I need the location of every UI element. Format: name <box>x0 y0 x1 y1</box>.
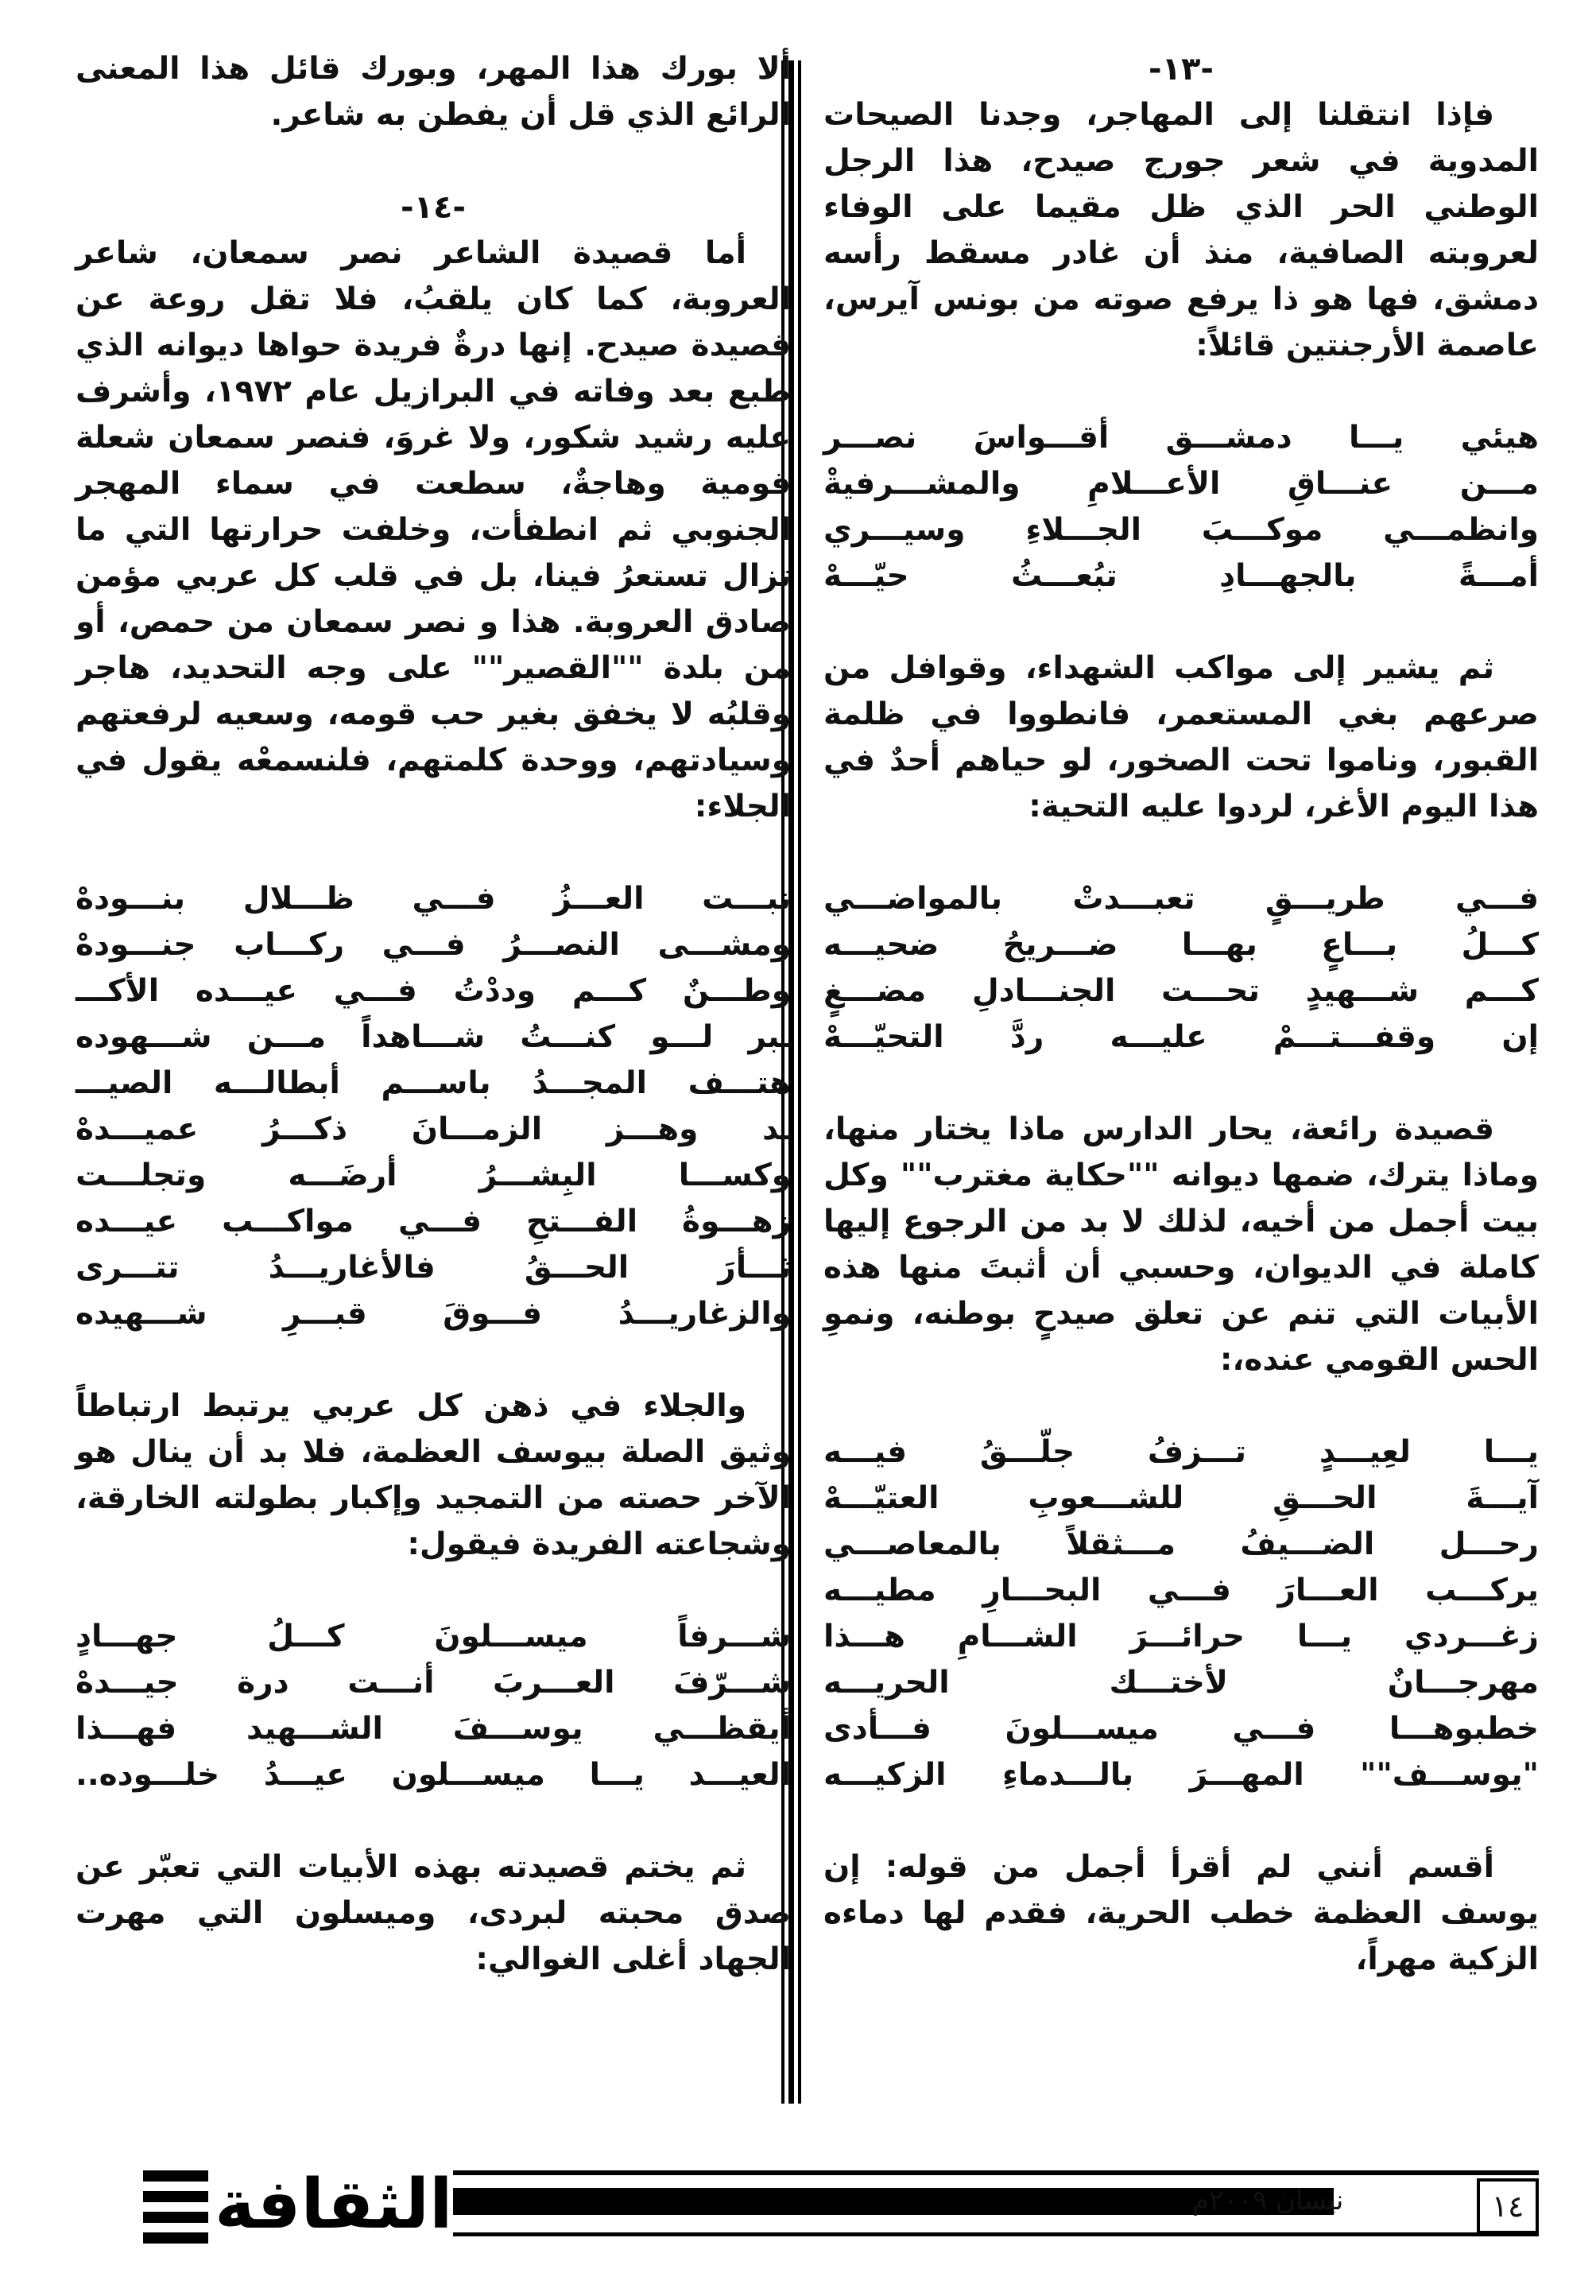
paragraph: فإذا انتقلنا إلى المهاجر، وجدنا الصيحات المدوية في شعر جورج صيدح، هذا الرجل الوطني الحر الذي ظل مقيما على الوفاء لعروبته الصافية، منذ أن غادر مسقط رأسه دمشق، فها هو ذا يرفع صوته من بونس آيرس، عاصمة الأرجنتين قائلاً: <box>823 97 1539 363</box>
verse-line: آيـــةَ الحـــقِ للشـــعوبِ العتيّـــهْ <box>823 1480 1539 1516</box>
verse-line: هيئي يـــا دمشـــق أقـــواسَ نصـــر <box>823 420 1539 456</box>
paragraph: أما قصيدة الشاعر نصر سمعان، شاعر العروبة، كما كان يلقبُ، فلا تقل روعة عن قصيدة صيدح. إنها درةٌ فريدة حواها ديوانه الذي طبع بعد وفاته في البرازيل عام ١٩٧٢، وأشرف عليه رشيد شكور، ولا غروَ، فنصر سمعان شعلة قومية وهاجةٌ، سطعت في سماء المهجر الجنوبي ثم انطفأت، وخلفت حرارتها التي ما تزال تستعرُ فينا، بل في قلب كل عربي مؤمن صادق العروبة. هذا و نصر سمعان من حمص، أو من بلدة ""القصير"" على وجه التحديد، هاجر وقلبُه لا يخفق بغير حب قومه، وسعيه لرفعتهم وسيادتهم، ووحدة كلمتهم، فلنسمعْه يقول في الجلاء: <box>76 235 792 824</box>
verse-line: مهرجـــانٌ لأختـــك الحريـــه <box>823 1665 1539 1701</box>
verse-block <box>76 876 791 1337</box>
verse-line: زهـــوةُ الفـــتحِ فـــي مواكـــب عيـــده <box>76 1204 791 1239</box>
verse-line: مـــن عنـــاقِ الأعـــلامِ والمشـــرفيةْ <box>823 466 1539 502</box>
verse-line: هتـــف المجـــدُ باســـم أبطالـــه الصيـــ <box>76 1065 791 1101</box>
verse-line: وكســـا البِشـــرُ أرضَـــه وتجلـــت <box>76 1158 791 1193</box>
verse-line: والزغاريـــدُ فـــوقَ قبـــرِ شـــهيده <box>76 1296 791 1332</box>
section-marker-14: -١٤- <box>400 189 467 226</box>
verse-line: نبـــت العـــزُ فـــي ظـــلال بنـــودهْ <box>76 881 791 917</box>
verse-line: العيـــد يـــا ميســـلون عيـــدُ خلـــوده.. <box>76 1757 791 1793</box>
verse-line: شـــرّفَ العـــربَ أنـــت درة جيـــدهْ <box>76 1665 791 1701</box>
verse-block <box>823 876 1539 1061</box>
verse-line: زغـــردي يـــا حرائـــرَ الشـــامِ هـــذا <box>823 1619 1539 1654</box>
paragraph: ألا بورك هذا المهر، وبورك قائل هذا المعنى الرائع الذي قل أن يفطن به شاعر. <box>76 51 791 133</box>
paragraph: أقسم أنني لم أقرأ أجمل من قوله: إن يوسف العظمة خطب الحرية، فقدم لها دماءه الزكية مهراً، <box>823 1849 1539 1977</box>
verse-line: كـــم شـــهيدٍ تحـــت الجنـــادلِ مضـــغٍ <box>823 973 1539 1009</box>
verse-line: شـــرفاً ميســـلونَ كـــلُ جهـــادٍ <box>76 1619 791 1654</box>
verse-line: إن وقفـــتـــمْ عليـــه ردَّ التحيّـــهْ <box>823 1019 1539 1055</box>
verse-line: يـــا لعِيـــدٍ تـــزفُ جلّـــقُ فيـــه <box>823 1434 1539 1470</box>
logo-stripes <box>143 2170 208 2253</box>
verse-line: فـــي طريـــقٍ تعبـــدتْ بالمواضـــي <box>823 881 1539 917</box>
paragraph: ثم يختم قصيدته بهذه الأبيات التي تعبّر عن صدق محبته لبردى، وميسلون التي مهرت الجهاد أغلى الغوالي: <box>76 1849 791 1977</box>
verse-line: ـبر لـــو كنـــتُ شـــاهداً مـــن شـــهوده <box>76 1019 791 1055</box>
verse-line: ومشـــى النصـــرُ فـــي ركـــاب جنـــودهْ <box>76 927 791 963</box>
left-column <box>76 46 791 1983</box>
verse-line: وطـــنٌ كـــم وددْتُ فـــي عيـــده الأكـــ <box>76 973 791 1009</box>
paragraph: ثم يشير إلى مواكب الشهداء، وقوافل من صرعهم بغي المستعمر، فانطووا في ظلمة القبور، وناموا تحت الصخور، لو حياهم أحدٌ في هذا اليوم الأغر، لردوا عليه التحية: <box>823 650 1539 824</box>
verse-line: كـــلُ بـــاعٍ بهـــا ضـــريحُ ضحيـــه <box>823 927 1539 963</box>
paragraph: والجلاء في ذهن كل عربي يرتبط ارتباطاً وثيق الصلة بيوسف العظمة، فلا بد أن ينال هو الآخر حصته من التمجيد وإكبار بطولته الخارقة، وشجاعته الفريدة فيقول: <box>76 1388 791 1562</box>
verse-line: وانظمـــي موكـــبَ الجـــلاءِ وسيـــري <box>823 512 1539 548</box>
verse-line: رحـــل الضـــيفُ مـــثقلاً بالمعاصـــي <box>823 1526 1539 1562</box>
right-column <box>823 46 1539 1983</box>
verse-line: ـد وهـــز الزمـــانَ ذكـــرُ عميـــدهْ <box>76 1111 791 1147</box>
footer-rule-bottom <box>453 2232 1539 2236</box>
section-marker-13: -١٣- <box>1148 51 1214 87</box>
verse-line: أيقظـــي يوســـفَ الشـــهيد فهـــذا <box>76 1711 791 1747</box>
verse-line: أمـــةً بالجهـــادِ تبُعـــثُ حيّـــهْ <box>823 558 1539 594</box>
verse-line: "يوســـف"" المهـــرَ بالـــدماءِ الزكيـــه <box>823 1757 1539 1793</box>
verse-block <box>76 1614 791 1798</box>
issue-date: نيسان ٢٠٠٩م <box>1192 2185 1344 2216</box>
verse-line: ثـــأرَ الحـــقُ فالأغاريـــدُ تتـــرى <box>76 1250 791 1286</box>
footer-rule-top <box>453 2170 1539 2175</box>
verse-block <box>823 415 1539 599</box>
page-number: ١٤ <box>1477 2178 1539 2234</box>
verse-block <box>823 1429 1539 1798</box>
verse-line: يركـــب العـــارَ فـــي البحـــارِ مطيـــه <box>823 1573 1539 1608</box>
magazine-title: الثقافة <box>215 2165 453 2244</box>
paragraph: قصيدة رائعة، يحار الدارس ماذا يختار منها، وماذا يترك، ضمها ديوانه ""حكاية مغترب"" وكل بيت أجمل من أخيه، لذلك لا بد من الرجوع إليها كاملة في الديوان، وحسبي أن أثبتَ منها هذه الأبيات التي تنم عن تعلق صيدحٍ بوطنه، ونموِ الحس القومي عنده،: <box>823 1111 1539 1378</box>
verse-line: خطبوهـــا فـــي ميســـلونَ فـــأدى <box>823 1711 1539 1747</box>
